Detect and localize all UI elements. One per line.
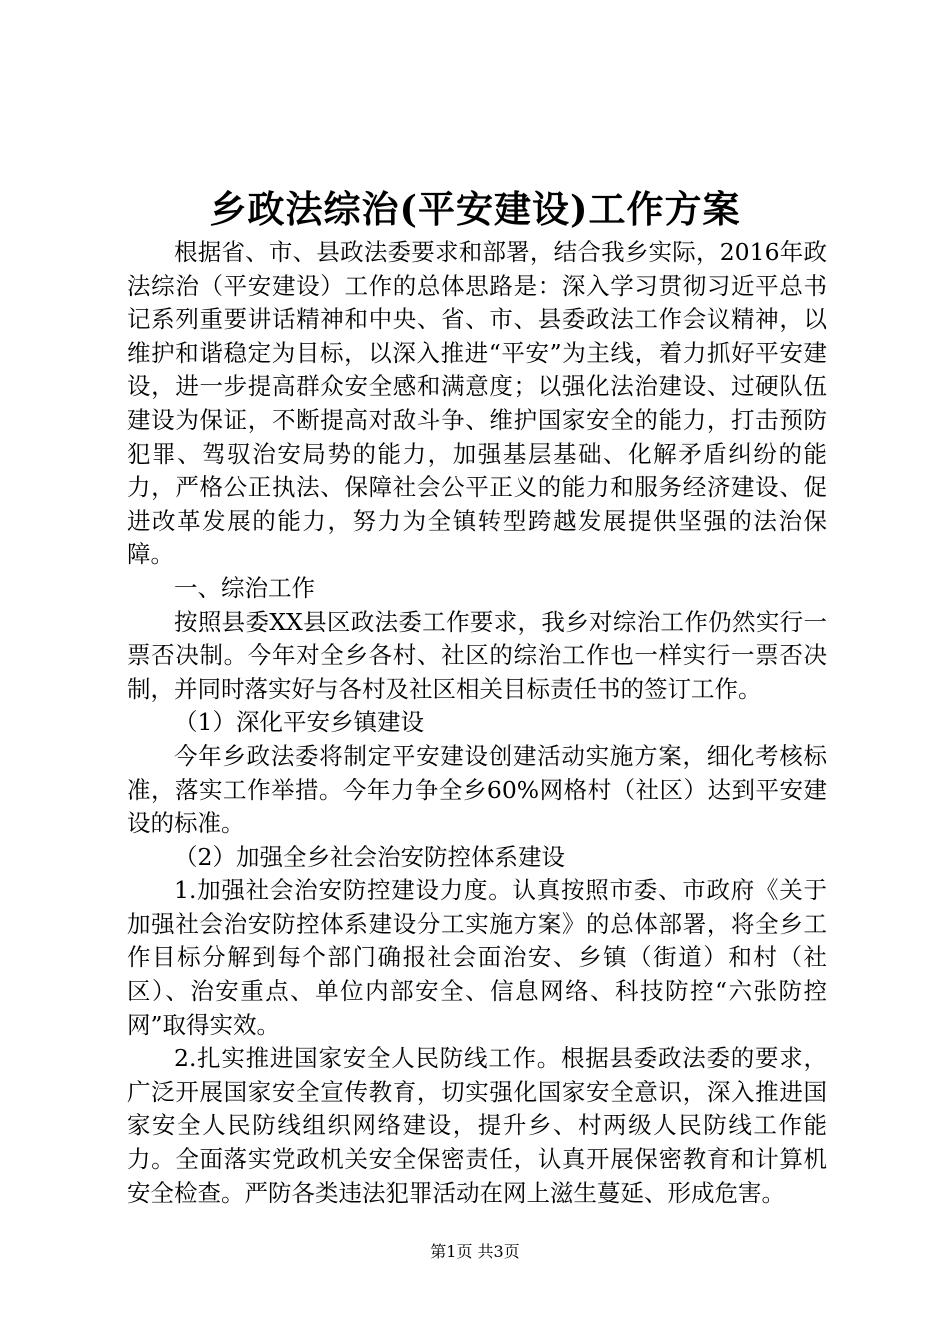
page-footer: 第1页 共3页	[430, 1242, 520, 1261]
document-title: 乡政法综治(平安建设)工作方案	[209, 187, 741, 231]
subsection-heading-2: （2）加强全乡社会治安防控体系建设	[174, 842, 565, 871]
intro-paragraph: 根据省、市、县政法委要求和部署，结合我乡实际，2016年政法综治（平安建设）工作的总体思路是：深入学习贯彻习近平总书记系列重要讲话精神和中央、省、市、县委政法工作会议精神，以维护和谐稳定为目标，以深入推进“平安”为主线，着力抓好平安建设，进一步提高群众安全感和满意度；以强化法治建设、过硬队伍建设为保证，不断提高对敌斗争、维护国家安全的能力，打击预防犯罪、驾驭治安局势的能力，加强基层基础、化解矛盾纠纷的能力，严格公正执法、保障社会公平正义的能力和服务经济建设、促进改革发展的能力，努力为全镇转型跨越发展提供坚强的法治保障。	[127, 238, 827, 569]
section-heading-1: 一、综治工作	[174, 573, 315, 602]
document-body	[127, 236, 827, 1210]
subsection-heading-1: （1）深化平安乡镇建设	[174, 708, 424, 737]
paragraph: 按照县委XX县区政法委工作要求，我乡对综治工作仍然实行一票否决制。今年对全乡各村、社区的综治工作也一样实行一票否决制，并同时落实好与各村及社区相关目标责任书的签订工作。	[127, 607, 827, 703]
numbered-paragraph-1: 1.加强社会治安防控建设力度。认真按照市委、市政府《关于加强社会治安防控体系建设分工实施方案》的总体部署，将全乡工作目标分解到每个部门确报社会面治安、乡镇（街道）和村（社区）、治安重点、单位内部安全、信息网络、科技防控“六张防控网”取得实效。	[127, 876, 827, 1039]
paragraph: 今年乡政法委将制定平安建设创建活动实施方案，细化考核标准，落实工作举措。今年力争全乡60%网格村（社区）达到平安建设的标准。	[127, 741, 827, 838]
numbered-paragraph-2: 2.扎实推进国家安全人民防线工作。根据县委政法委的要求，广泛开展国家安全宣传教育，切实强化国家安全意识，深入推进国家安全人民防线组织网络建设，提升乡、村两级人民防线工作能力。全面落实党政机关安全保密责任，认真开展保密教育和计算机安全检查。严防各类违法犯罪活动在网上滋生蔓延、形成危害。	[127, 1044, 827, 1207]
